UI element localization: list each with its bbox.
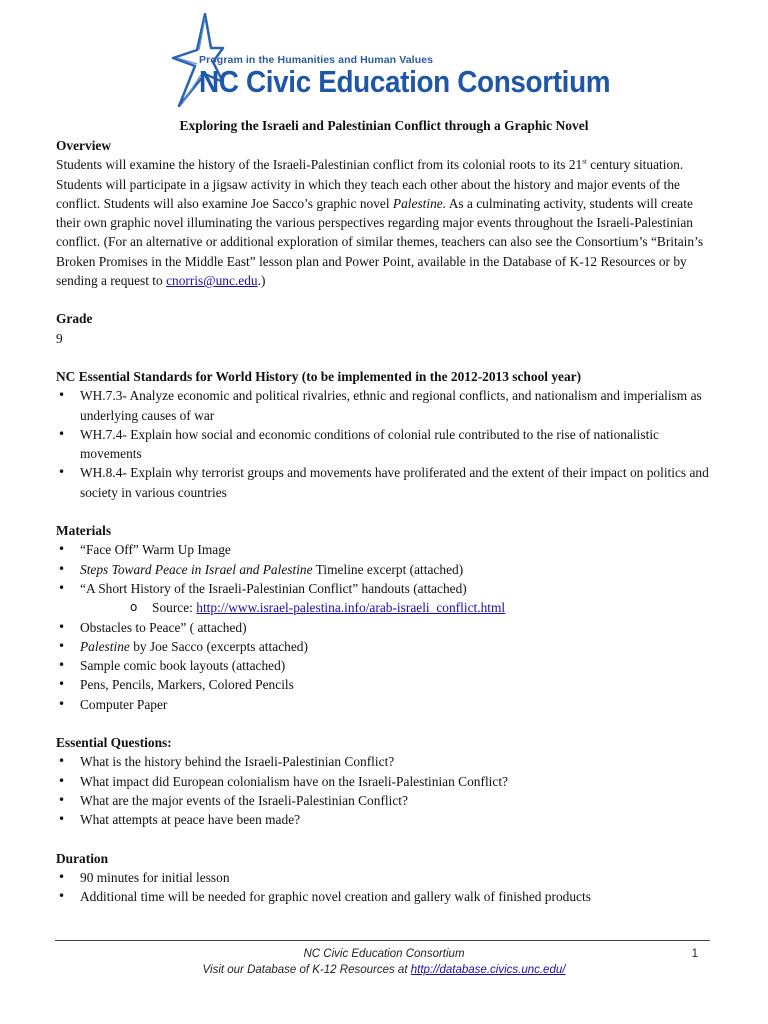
materials-list [56,540,716,714]
footer-org-name: NC Civic Education Consortium [303,948,465,960]
material-item: • Sample comic book layouts (attached) [56,656,716,675]
source-label: Source: [152,600,197,616]
footer-divider [55,940,710,941]
overview-text-2: century situation. Students will participate in a jigsaw activity in which they teach each other about the history and major events of the conflict. Students will also examine Joe Sacco’s graphic novel [56,157,684,211]
standard-item: • WH.8.4- Explain why terrorist groups and movements have proliferated and the extent of their impact on politics and society in various countries [56,463,716,502]
standard-item: • WH.7.4- Explain how social and economic conditions of colonial rule contributed to the rise of nationalistic movements [56,425,716,464]
email-link[interactable]: cnorris@unc.edu [166,273,258,289]
logo-org-name: NC Civic Education Consortium [199,64,611,99]
page-footer [0,946,768,978]
logo-tagline: Program in the Humanities and Human Values [199,54,434,66]
material-italic-title: Steps Toward Peace in Israel and Palestine [80,561,313,577]
material-text: Timeline excerpt (attached) [312,561,464,577]
consortium-logo [165,12,611,108]
overview-text-4: .) [257,273,266,289]
overview-paragraph [56,155,716,290]
overview-superscript: st [582,157,587,166]
question-item: • What impact did European colonialism have on the Israeli-Palestinian Conflict? [56,772,716,791]
material-source-item [56,598,716,617]
footer-database-line [0,962,768,978]
material-item: • Pens, Pencils, Markers, Colored Pencils [56,675,716,694]
material-text: by Joe Sacco (excerpts attached) [129,638,308,654]
question-item: • What is the history behind the Israeli-Palestinian Conflict? [56,752,716,771]
material-italic-title: Palestine [80,638,130,654]
lesson-title: Exploring the Israeli and Palestinian Conflict through a Graphic Novel [179,118,589,133]
question-item: • What attempts at peace have been made? [56,810,716,829]
question-item: • What are the major events of the Israeli-Palestinian Conflict? [56,791,716,810]
questions-list [56,752,716,829]
footer-database-link[interactable]: http://database.civics.unc.edu/ [410,964,566,976]
material-item: • “Face Off” Warm Up Image [56,540,716,559]
source-link[interactable]: http://www.israel-palestina.info/arab-israeli_conflict.html [196,600,506,616]
lesson-body [56,136,716,906]
grade-value: 9 [56,330,63,346]
material-item [56,637,716,656]
overview-text-3: As a culminating activity, students will create their own graphic novel illuminating the various perspectives regarding major events throughout the Israeli-Palestinian conflict. (For an alternative or additional exploration of similar themes, teachers can also see the Consortium’s “Britain’s Broken Promises in the Middle East” lesson plan and Power Point, available in the Database of K-12 Resources or by sending a request to [56,195,704,289]
duration-list [56,868,716,907]
overview-heading: Overview [56,138,112,153]
page-number: 1 [691,948,698,960]
footer-database-text: Visit our Database of K-12 Resources at [202,964,411,976]
material-item: • Computer Paper [56,695,716,714]
material-item: • “A Short History of the Israeli-Palestinian Conflict” handouts (attached) [56,579,716,598]
materials-heading: Materials [56,523,112,539]
duration-heading: Duration [56,850,109,866]
standards-heading: NC Essential Standards for World History (to be implemented in the 2012-2013 school year) [56,368,582,384]
grade-heading: Grade [56,311,93,327]
duration-item: • 90 minutes for initial lesson [56,868,716,887]
material-item [56,560,716,579]
standards-list [56,386,716,502]
questions-heading: Essential Questions: [56,735,172,751]
overview-text-1: Students will examine the history of the Israeli-Palestinian conflict from its colonial roots to its 21 [56,157,583,173]
standard-item: • WH.7.3- Analyze economic and political rivalries, ethnic and regional conflicts, and nationalism and imperialism as underlying causes of war [56,386,716,425]
duration-item: • Additional time will be needed for graphic novel creation and gallery walk of finished products [56,887,716,906]
overview-italic-title: Palestine. [392,195,447,211]
material-item: • Obstacles to Peace” ( attached) [56,618,716,637]
